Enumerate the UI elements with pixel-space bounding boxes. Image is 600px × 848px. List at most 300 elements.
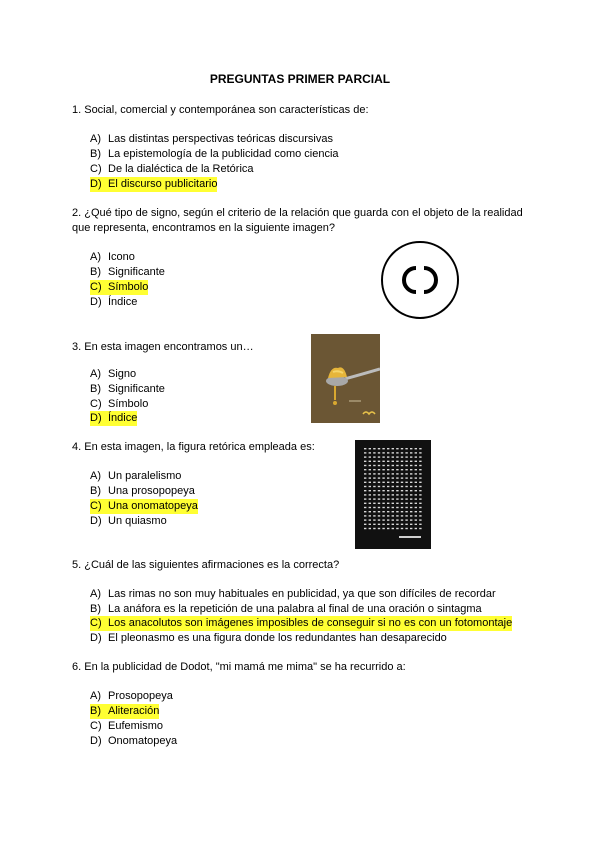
pattern-dot <box>387 498 389 499</box>
option-text: Una onomatopeya <box>108 500 198 512</box>
pattern-dot <box>364 461 366 462</box>
pattern-dot <box>405 490 407 491</box>
pattern-dot <box>387 490 389 491</box>
pattern-dot <box>392 515 394 516</box>
option-letter: B) <box>90 148 101 160</box>
pattern-dot <box>378 494 380 495</box>
pattern-dot <box>392 456 394 457</box>
pattern-dot <box>410 528 412 529</box>
pattern-dot <box>387 503 389 504</box>
pattern-dot <box>405 482 407 483</box>
pattern-dot <box>378 461 380 462</box>
pattern-dot <box>378 473 380 474</box>
pattern-dot <box>373 519 375 520</box>
pattern-dot <box>392 473 394 474</box>
pattern-dot <box>405 456 407 457</box>
pattern-dot <box>364 511 366 512</box>
q5-option-a <box>90 587 496 602</box>
pattern-dot <box>378 490 380 491</box>
option-text: Significante <box>108 383 165 395</box>
option-text: Eufemismo <box>108 720 164 732</box>
option-letter: C) <box>90 500 102 512</box>
pattern-dot <box>392 519 394 520</box>
pattern-dot <box>382 490 384 491</box>
option-text: Icono <box>108 251 135 263</box>
pattern-dot <box>382 515 384 516</box>
pattern-dot <box>364 477 366 478</box>
pattern-dot <box>387 511 389 512</box>
option-letter: B) <box>90 603 101 615</box>
pattern-dot <box>364 503 366 504</box>
pattern-dot <box>410 465 412 466</box>
pattern-dot <box>405 448 407 449</box>
option-letter: D) <box>90 632 102 644</box>
pattern-dot <box>373 490 375 491</box>
q1-option-b <box>90 147 339 162</box>
question-1-text: 1. Social, comercial y contemporánea son características de: <box>72 104 369 116</box>
option-letter: A) <box>90 368 101 380</box>
option-letter: C) <box>90 281 102 293</box>
pattern-dot <box>392 524 394 525</box>
pattern-dot <box>415 465 417 466</box>
pattern-dot <box>364 465 366 466</box>
option-letter: B) <box>90 485 101 497</box>
pattern-dot <box>382 524 384 525</box>
pattern-dot <box>373 524 375 525</box>
pattern-dot <box>373 503 375 504</box>
q6-option-c <box>90 719 163 734</box>
pattern-dot <box>369 486 371 487</box>
option-letter: C) <box>90 398 102 410</box>
pattern-dot <box>369 461 371 462</box>
pattern-dot <box>392 448 394 449</box>
pattern-dot <box>396 448 398 449</box>
pattern-dot <box>369 507 371 508</box>
pattern-dot <box>415 524 417 525</box>
pattern-dot <box>419 486 421 487</box>
q3-option-d <box>90 411 137 426</box>
option-letter: A) <box>90 133 101 145</box>
pattern-dot <box>378 482 380 483</box>
option-letter: D) <box>90 515 102 527</box>
pattern-dot <box>401 465 403 466</box>
pattern-dot <box>405 465 407 466</box>
pattern-dot <box>415 490 417 491</box>
option-letter: B) <box>90 266 101 278</box>
chanel-logo-image <box>380 240 460 320</box>
pattern-dot <box>419 473 421 474</box>
pattern-dot <box>378 507 380 508</box>
pattern-dot <box>396 465 398 466</box>
pattern-dot <box>364 456 366 457</box>
pattern-dot <box>373 477 375 478</box>
pattern-dot <box>405 473 407 474</box>
pattern-dot <box>369 528 371 529</box>
q4-option-a <box>90 469 181 484</box>
pattern-dot <box>378 503 380 504</box>
pattern-dot <box>401 507 403 508</box>
pattern-dot <box>415 448 417 449</box>
pattern-dot <box>369 498 371 499</box>
pattern-dot <box>405 494 407 495</box>
option-letter: A) <box>90 690 101 702</box>
pattern-dot <box>369 456 371 457</box>
pattern-dot <box>401 515 403 516</box>
pattern-dot <box>378 515 380 516</box>
pattern-dot <box>392 528 394 529</box>
q3-option-b <box>90 382 165 397</box>
pattern-dot <box>401 528 403 529</box>
pattern-dot <box>401 524 403 525</box>
pattern-dot <box>405 519 407 520</box>
option-text: Símbolo <box>108 281 149 293</box>
pattern-dot <box>410 507 412 508</box>
option-letter: A) <box>90 470 101 482</box>
pattern-dot <box>401 482 403 483</box>
pattern-dot <box>364 473 366 474</box>
pattern-dot <box>373 465 375 466</box>
option-text: El discurso publicitario <box>108 178 218 190</box>
pattern-dot <box>392 486 394 487</box>
pattern-dot <box>364 494 366 495</box>
pattern-dot <box>373 461 375 462</box>
pattern-dot <box>401 519 403 520</box>
pattern-dot <box>410 448 412 449</box>
pattern-dot <box>396 503 398 504</box>
pattern-dot <box>401 461 403 462</box>
pattern-dot <box>396 452 398 453</box>
pattern-dot <box>369 465 371 466</box>
pattern-dot <box>369 452 371 453</box>
pattern-dot <box>415 507 417 508</box>
pattern-dot <box>419 503 421 504</box>
pattern-dot <box>405 469 407 470</box>
pattern-dot <box>396 515 398 516</box>
pattern-dot <box>382 477 384 478</box>
pattern-dot <box>410 515 412 516</box>
pattern-dot <box>364 528 366 529</box>
question-6-text: 6. En la publicidad de Dodot, "mi mamá me mima" se ha recurrido a: <box>72 661 406 673</box>
pattern-dot <box>410 469 412 470</box>
q5-option-b <box>90 602 482 617</box>
question-2-text: 2. ¿Qué tipo de signo, según el criterio de la relación que guarda con el objeto de la realidad que representa, encontramos en la siguiente imagen? <box>72 207 523 234</box>
option-text: Onomatopeya <box>108 735 178 747</box>
q3-option-c <box>90 397 148 412</box>
pattern-dot <box>378 456 380 457</box>
pattern-dot <box>387 524 389 525</box>
q1-option-d <box>90 177 217 192</box>
pattern-dot <box>396 490 398 491</box>
option-text: Signo <box>108 368 137 380</box>
option-text: Significante <box>108 266 165 278</box>
pattern-dot <box>382 461 384 462</box>
pattern-dot <box>410 503 412 504</box>
pattern-dot <box>405 524 407 525</box>
option-text: Índice <box>108 296 138 308</box>
pattern-dot <box>392 461 394 462</box>
pattern-dot <box>364 524 366 525</box>
pattern-dot <box>382 465 384 466</box>
pattern-dot <box>415 452 417 453</box>
pattern-dot <box>396 507 398 508</box>
pattern-dot <box>387 456 389 457</box>
pattern-dot <box>387 507 389 508</box>
option-text: De la dialéctica de la Retórica <box>108 163 254 175</box>
option-letter: D) <box>90 412 102 424</box>
pattern-dot <box>396 473 398 474</box>
pattern-dot <box>373 482 375 483</box>
q3-option-a <box>90 367 136 382</box>
pattern-dot <box>415 486 417 487</box>
pattern-dot <box>401 452 403 453</box>
pattern-dot <box>382 498 384 499</box>
pattern-dot <box>382 448 384 449</box>
pattern-dot <box>410 452 412 453</box>
option-text: La anáfora es la repetición de una palabra al final de una oración o sintagma <box>108 603 482 615</box>
pattern-dot <box>401 503 403 504</box>
pattern-dot <box>419 469 421 470</box>
pattern-dot <box>364 515 366 516</box>
pattern-dot <box>419 490 421 491</box>
pattern-dot <box>382 503 384 504</box>
pattern-dot <box>410 486 412 487</box>
pattern-dot <box>387 515 389 516</box>
pattern-dot <box>396 494 398 495</box>
pattern-dot <box>364 486 366 487</box>
pattern-dot <box>401 486 403 487</box>
pattern-dot <box>410 477 412 478</box>
option-letter: A) <box>90 588 101 600</box>
pattern-dot <box>419 507 421 508</box>
pattern-dot <box>415 511 417 512</box>
pattern-dot <box>378 524 380 525</box>
pattern-dot <box>387 477 389 478</box>
q6-option-d <box>90 734 177 749</box>
option-text: Aliteración <box>108 705 160 717</box>
pattern-dot <box>364 452 366 453</box>
page-title: PREGUNTAS PRIMER PARCIAL <box>209 72 391 86</box>
pattern-dot <box>410 498 412 499</box>
pattern-dot <box>387 528 389 529</box>
pattern-dot <box>382 456 384 457</box>
pattern-dot <box>369 482 371 483</box>
pattern-dot <box>415 515 417 516</box>
pattern-dot <box>401 456 403 457</box>
q1-option-c <box>90 162 254 177</box>
q2-option-a <box>90 250 135 265</box>
pattern-dot <box>419 498 421 499</box>
option-letter: D) <box>90 178 102 190</box>
pattern-dot <box>387 519 389 520</box>
pattern-dot <box>405 503 407 504</box>
option-text: El pleonasmo es una figura donde los redundantes han desaparecido <box>108 632 447 644</box>
pattern-dot <box>369 469 371 470</box>
option-letter: A) <box>90 251 101 263</box>
pattern-dot <box>419 482 421 483</box>
q2-option-d <box>90 295 137 310</box>
pattern-dot <box>396 469 398 470</box>
pattern-dot <box>392 507 394 508</box>
pattern-dot <box>401 473 403 474</box>
pattern-dot <box>387 482 389 483</box>
pattern-dot <box>364 448 366 449</box>
pattern-dot <box>369 473 371 474</box>
pattern-dot <box>373 456 375 457</box>
pattern-dot <box>419 465 421 466</box>
option-letter: B) <box>90 705 101 717</box>
spoon-ad-image <box>311 334 380 423</box>
option-text: Las rimas no son muy habituales en publicidad, ya que son difíciles de recordar <box>108 588 496 600</box>
pattern-dot <box>401 477 403 478</box>
pattern-dot <box>401 511 403 512</box>
pattern-dot <box>419 511 421 512</box>
pattern-dot <box>369 511 371 512</box>
pattern-dot <box>382 482 384 483</box>
pattern-dot <box>419 528 421 529</box>
pattern-dot <box>396 524 398 525</box>
pattern-dot <box>378 448 380 449</box>
onomatopoeia-ad-image <box>355 440 431 549</box>
pattern-dot <box>373 528 375 529</box>
pattern-dot <box>419 515 421 516</box>
pattern-dot <box>410 511 412 512</box>
pattern-dot <box>396 519 398 520</box>
pattern-dot <box>415 482 417 483</box>
q5-option-d <box>90 631 447 646</box>
pattern-dot <box>373 448 375 449</box>
pattern-dot <box>410 456 412 457</box>
q5-option-c <box>90 616 512 631</box>
pattern-dot <box>415 477 417 478</box>
pattern-dot <box>369 503 371 504</box>
pattern-dot <box>396 511 398 512</box>
pattern-dot <box>415 461 417 462</box>
pattern-dot <box>373 473 375 474</box>
pattern-dot <box>415 456 417 457</box>
pattern-dot <box>392 482 394 483</box>
question-4-text: 4. En esta imagen, la figura retórica empleada es: <box>72 441 315 453</box>
pattern-dot <box>405 507 407 508</box>
pattern-dot <box>415 498 417 499</box>
pattern-dot <box>382 469 384 470</box>
pattern-dot <box>415 503 417 504</box>
q2-option-c <box>90 280 148 295</box>
pattern-dot <box>415 519 417 520</box>
pattern-dot <box>392 490 394 491</box>
pattern-dot <box>401 490 403 491</box>
pattern-dot <box>419 461 421 462</box>
pattern-dot <box>405 498 407 499</box>
pattern-dot <box>401 498 403 499</box>
question-3-text: 3. En esta imagen encontramos un… <box>72 341 254 353</box>
pattern-dot <box>378 469 380 470</box>
pattern-dot <box>392 498 394 499</box>
q1-option-a <box>90 132 333 147</box>
pattern-dot <box>387 473 389 474</box>
pattern-dot <box>392 465 394 466</box>
pattern-dot <box>410 519 412 520</box>
option-letter: C) <box>90 720 102 732</box>
pattern-dot <box>410 473 412 474</box>
q6-option-b <box>90 704 159 719</box>
pattern-dot <box>410 482 412 483</box>
pattern-dot <box>401 469 403 470</box>
option-letter: C) <box>90 617 102 629</box>
question-5-text: 5. ¿Cuál de las siguientes afirmaciones es la correcta? <box>72 559 340 571</box>
pattern-dot <box>419 456 421 457</box>
pattern-dot <box>419 452 421 453</box>
pattern-dot <box>392 477 394 478</box>
pattern-dot <box>396 456 398 457</box>
pattern-dot <box>378 528 380 529</box>
pattern-dot <box>410 461 412 462</box>
pattern-dot <box>382 507 384 508</box>
option-text: Índice <box>108 412 138 424</box>
pattern-dot <box>405 477 407 478</box>
pattern-dot <box>364 519 366 520</box>
pattern-dot <box>396 482 398 483</box>
pattern-dot <box>405 486 407 487</box>
pattern-dot <box>396 528 398 529</box>
pattern-dot <box>405 461 407 462</box>
pattern-dot <box>387 494 389 495</box>
ad-caption-mark <box>399 536 421 538</box>
option-text: La epistemología de la publicidad como ciencia <box>108 148 339 160</box>
pattern-dot <box>373 511 375 512</box>
pattern-dot <box>392 503 394 504</box>
pattern-dot <box>378 519 380 520</box>
pattern-dot <box>382 473 384 474</box>
pattern-dot <box>378 498 380 499</box>
option-text: Una prosopopeya <box>108 485 195 497</box>
pattern-dot <box>382 528 384 529</box>
pattern-dot <box>415 473 417 474</box>
option-text: Las distintas perspectivas teóricas discursivas <box>108 133 333 145</box>
pattern-dot <box>382 452 384 453</box>
pattern-dot <box>415 494 417 495</box>
option-letter: D) <box>90 296 102 308</box>
pattern-dot <box>369 490 371 491</box>
pattern-dot <box>378 511 380 512</box>
pattern-dot <box>382 486 384 487</box>
pattern-dot <box>392 494 394 495</box>
pattern-dot <box>387 448 389 449</box>
pattern-dot <box>373 515 375 516</box>
option-text: Símbolo <box>108 398 149 410</box>
q2-option-b <box>90 265 165 280</box>
pattern-dot <box>387 452 389 453</box>
pattern-dot <box>369 448 371 449</box>
option-letter: D) <box>90 735 102 747</box>
option-letter: B) <box>90 383 101 395</box>
pattern-dot <box>373 507 375 508</box>
pattern-dot <box>387 469 389 470</box>
pattern-dot <box>369 515 371 516</box>
pattern-dot <box>382 511 384 512</box>
pattern-dot <box>415 528 417 529</box>
pattern-dot <box>415 469 417 470</box>
pattern-dot <box>401 494 403 495</box>
pattern-dot <box>396 498 398 499</box>
pattern-dot <box>396 461 398 462</box>
pattern-dot <box>396 486 398 487</box>
pattern-dot <box>387 486 389 487</box>
pattern-dot <box>378 477 380 478</box>
pattern-dot <box>405 452 407 453</box>
pattern-dot <box>419 524 421 525</box>
pattern-dot <box>373 452 375 453</box>
pattern-dot <box>364 469 366 470</box>
